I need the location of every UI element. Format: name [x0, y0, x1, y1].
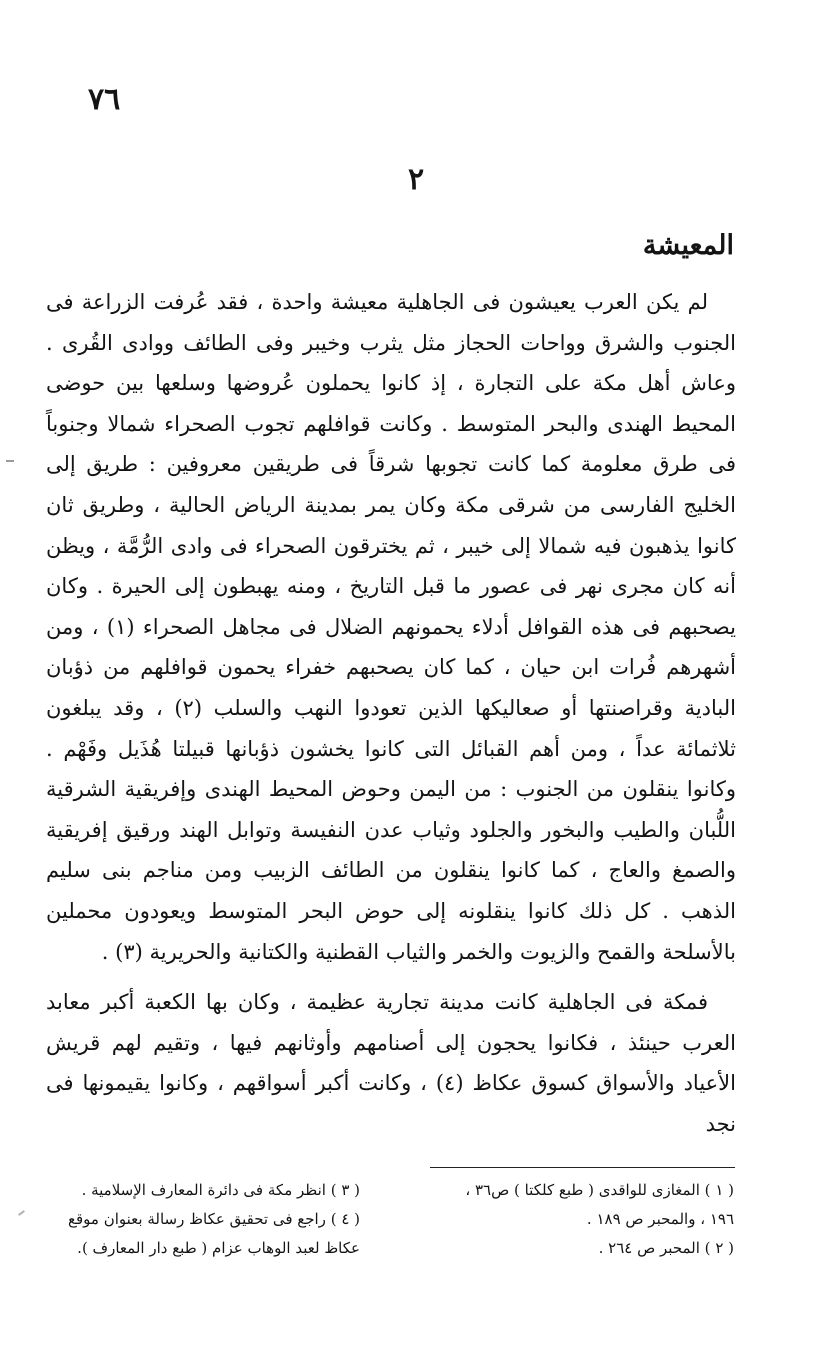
footnote-2: ( ٢ ) المحبر ص ٢٦٤ .	[598, 1239, 734, 1257]
body-text	[46, 282, 736, 1144]
footnote-divider	[430, 1167, 735, 1168]
footnote-1-line-1: ( ١ ) المغازى للواقدى ( طبع كلكتا ) ص٣٦ ،	[465, 1181, 734, 1199]
footnote-1-line-2: ١٩٦ ، والمحبر ص ١٨٩ .	[586, 1210, 734, 1228]
page-number: ٧٦	[88, 82, 121, 117]
footnote-4-line-1: ( ٤ ) راجع فى تحقيق عكاظ رسالة بعنوان موقع	[68, 1210, 360, 1228]
scan-speck	[18, 1210, 25, 1216]
footnotes-right-column	[424, 1176, 734, 1263]
paragraph: لم يكن العرب يعيشون فى الجاهلية معيشة واحدة ، فقد عُرفت الزراعة فى الجنوب والشرق وواحات الحجاز مثل يثرب وخيبر وفى الطائف ووادى القُرى . وعاش أهل مكة على التجارة ، إذ كانوا يحملون عُروضها وسلعها بين حوضى المحيط الهندى والبحر المتوسط . وكانت قوافلهم تجوب الصحراء شمالا وجنوباً فى طرق معلومة كما كانت تجوبها شرقاً فى طريقين معروفين : طريق إلى الخليج الفارسى من شرقى مكة وكان يمر بمدينة الرياض الحالية ، وطريق ثان كانوا يذهبون فيه شمالا إلى خيبر ، ثم يخترقون الصحراء فى وادى الرُّمَّة ، ويظن أنه كان مجرى نهر فى عصور ما قبل التاريخ ، ومنه يهبطون إلى الحيرة . وكان يصحبهم فى هذه القوافل أدلاء يحمونهم الضلال فى مجاهل الصحراء (١) ، ومن أشهرهم فُرات ابن حيان ، كما كان يصحبهم خفراء يحمون قوافلهم من ذؤبان البادية وقراصنتها أو صعاليكها الذين تعودوا النهب والسلب (٢) ، وقد يبلغون ثلاثمائة عداً ، ومن أهم القبائل التى كانوا يخشون ذؤبانها قبيلتا هُذَيل وفَهْم . وكانوا ينقلون من الجنوب : من اليمن وحوض المحيط الهندى وإفريقية الشرقية اللُّبان والطيب والبخور والجلود وثياب عدن النفيسة وتوابل الهند ورقيق إفريقية والصمغ والعاج ، كما كانوا ينقلون من الطائف الزبيب ومن مناجم بنى سليم الذهب . كل ذلك كانوا ينقلونه إلى حوض البحر المتوسط ويعودون محملين بالأسلحة والقمح والزيوت والخمر والثياب القطنية والكتانية والحريرية (٣) .	[46, 290, 736, 964]
chapter-number: ٢	[407, 162, 425, 197]
section-title: المعيشة	[642, 230, 734, 261]
footnote-3: ( ٣ ) انظر مكة فى دائرة المعارف الإسلامية .	[81, 1181, 360, 1199]
scan-speck	[6, 460, 14, 462]
footnote-4-line-2: عكاظ لعبد الوهاب عزام ( طبع دار المعارف ).	[77, 1239, 360, 1257]
paragraph: فمكة فى الجاهلية كانت مدينة تجارية عظيمة ، وكان بها الكعبة أكبر معابد العرب حينئذ ، فكانوا يحجون إلى أصنامهم وأوثانهم فيها ، وتقيم لهم قريش الأعياد والأسواق كسوق عكاظ (٤) ، وكانت أكبر أسواقهم ، وكانوا يقيمونها فى نجد	[46, 990, 736, 1136]
footnotes-left-column	[30, 1176, 360, 1263]
